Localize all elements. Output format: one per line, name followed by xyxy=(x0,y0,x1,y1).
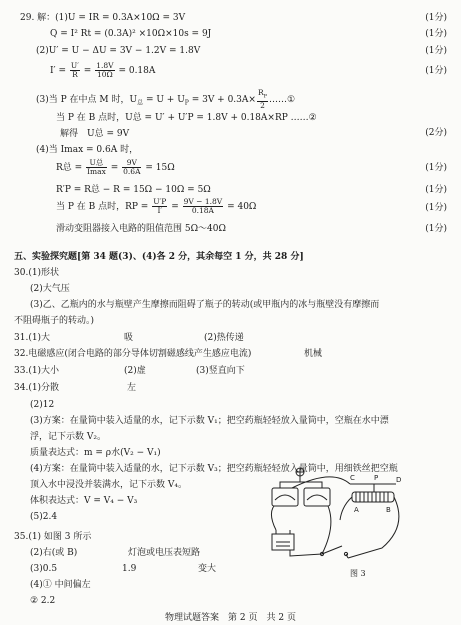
score-mark: (1分) xyxy=(425,13,447,23)
q29-line4-lhs: I′ = xyxy=(50,66,67,76)
q34-line2: (2)12 xyxy=(30,400,55,410)
rheostat-coil xyxy=(356,492,388,502)
q29-line3: (2)U′ = U − ΔU = 3V − 1.2V = 1.8V xyxy=(36,46,201,56)
wire xyxy=(322,506,331,554)
meter-dial xyxy=(307,495,327,500)
battery-terminals xyxy=(276,530,290,534)
q29-line1: 29. 解：(1)U = IR = 0.3A×10Ω = 3V xyxy=(20,13,186,23)
text: = 3V + 0.3A× xyxy=(188,94,256,105)
q32-answer1: 32.电磁感应(闭合电路的部分导体切割磁感线产生感应电流) xyxy=(14,349,252,359)
q30-line3: (3)乙、乙瓶内的水与瓶壁产生摩擦而阻碍了瓶子的转动(或甲瓶内的冰与瓶壁没有摩擦而 xyxy=(30,300,380,310)
score-mark: (1分) xyxy=(425,46,447,56)
q29-line12: 滑动变阻器接入电路的阻值范围 5Ω～40Ω xyxy=(56,224,226,234)
q29-line7: 解得 U总 = 9V xyxy=(60,129,130,139)
q35-line5: ② 2.2 xyxy=(30,596,56,606)
fraction xyxy=(95,62,114,79)
subscript: 总 xyxy=(137,99,144,107)
score-mark: (1分) xyxy=(425,163,447,173)
q34-line1a: 34.(1)分散 xyxy=(14,383,60,393)
numerator: U′P xyxy=(153,197,167,206)
figure-caption: 图 3 xyxy=(350,569,366,578)
meter-dial xyxy=(275,495,295,500)
denominator: Imax xyxy=(87,167,106,176)
text: = U + U xyxy=(143,94,185,105)
wire xyxy=(271,506,276,530)
q31-part1: 31.(1)大 xyxy=(14,333,51,343)
q33-part3: (3)竖直向下 xyxy=(196,366,245,376)
q35-line2b: 灯泡或电压表短路 xyxy=(128,548,201,558)
text: R总 = xyxy=(56,163,83,173)
result: = 0.18A xyxy=(118,66,156,76)
q34-line9: (5)2.4 xyxy=(30,512,58,522)
numerator xyxy=(257,89,268,102)
denominator: 0.18A xyxy=(191,206,214,215)
q33-part1: 33.(1)大小 xyxy=(14,366,60,376)
q34-line3: (3)方案：在量筒中装入适量的水，记下示数 V₁；把空药瓶轻轻放入量筒中，空瓶在水中漂 xyxy=(30,416,389,426)
fraction xyxy=(70,62,80,79)
q34-line1b: 左 xyxy=(127,383,137,393)
section-heading: 五、实验探究题[第 34 题(3)、(4)各 2 分，其余每空 1 分，共 28 分] xyxy=(14,252,304,262)
q30-line2: (2)大气压 xyxy=(30,284,70,294)
subscript: P xyxy=(263,93,267,100)
denominator: 0.6A xyxy=(123,167,141,176)
equals: = xyxy=(83,66,92,76)
q34-line6: (4)方案：在量筒中装入适量的水，记下示数 V₃；把空药瓶轻轻放入量筒中，用细铁丝把空瓶 xyxy=(30,464,398,474)
numerator: 9V − 1.8V xyxy=(183,197,223,206)
equals: = xyxy=(171,202,179,212)
result: = 15Ω xyxy=(145,163,175,173)
label-a: A xyxy=(354,506,359,514)
fraction xyxy=(86,159,107,176)
score-mark: (1分) xyxy=(425,29,447,39)
score-mark: (1分) xyxy=(425,224,447,234)
text: ……① xyxy=(268,94,296,105)
q34-line4: 浮，记下示数 V₂。 xyxy=(30,432,106,442)
q34-line7: 顶入水中浸没并装满水，记下示数 V₄。 xyxy=(30,480,187,490)
denominator: I′ xyxy=(157,206,163,215)
page-footer: 物理试题答案 第 2 页 共 2 页 xyxy=(165,613,296,623)
q34-line5: 质量表达式：m = ρ水(V₂ − V₁) xyxy=(30,448,161,458)
q32-answer2: 机械 xyxy=(304,349,323,359)
q29-line10: R′P = R总 − R = 15Ω − 10Ω = 5Ω xyxy=(56,185,211,195)
label-p: P xyxy=(374,474,379,482)
score-mark: (2分) xyxy=(425,128,447,138)
denominator: 2 xyxy=(260,100,265,110)
score-mark: (1分) xyxy=(425,66,447,76)
q29-line4 xyxy=(50,62,155,80)
q29-line8: (4)当 Imax = 0.6A 时， xyxy=(36,145,139,155)
battery-stripes xyxy=(276,542,290,546)
q29-line2: Q = I² Rt = (0.3A)² ×10Ω×10s = 9J xyxy=(50,29,212,39)
equals: = xyxy=(110,163,119,173)
fraction xyxy=(152,198,167,215)
q34-line8: 体积表达式：V = V₄ − V₃ xyxy=(30,496,138,506)
text: 当 P 在 B 点时，RP = xyxy=(56,202,149,212)
fraction xyxy=(183,198,224,215)
q30-line1: 30.(1)形状 xyxy=(14,268,60,278)
numerator: U′ xyxy=(70,61,79,70)
circuit-figure xyxy=(262,466,412,582)
text: (3)当 P 在中点 M 时，U xyxy=(36,94,138,105)
q29-line6: 当 P 在 B 点时，U总 = U′ + U′P = 1.8V + 0.18A×RP ……② xyxy=(56,113,317,123)
label-d: D xyxy=(396,476,402,484)
fraction xyxy=(257,89,268,110)
denominator: R xyxy=(72,70,78,79)
numerator: U总 xyxy=(86,159,107,168)
numerator: 9V xyxy=(122,159,141,168)
text: R xyxy=(257,88,264,97)
q31-part2: 吸 xyxy=(124,333,134,343)
denominator: 10Ω xyxy=(97,70,113,79)
label-c: C xyxy=(350,474,355,482)
q29-line9 xyxy=(56,159,175,177)
q35-line3a: (3)0.5 xyxy=(30,564,58,574)
q35-line1: 35.(1) 如图 3 所示 xyxy=(14,532,92,542)
wire xyxy=(290,550,322,556)
numerator: 1.8V xyxy=(96,61,114,70)
wire xyxy=(340,497,352,520)
wire xyxy=(280,476,300,488)
q29-line11 xyxy=(56,198,256,216)
voltmeter-icon xyxy=(304,488,330,506)
result: = 40Ω xyxy=(227,202,257,212)
q35-line4: (4)① 中间偏左 xyxy=(30,580,91,590)
q29-line5 xyxy=(36,89,295,113)
q35-line3b: 1.9 xyxy=(122,564,137,574)
subscript: P xyxy=(184,99,189,107)
fraction xyxy=(122,159,141,176)
q35-line2a: (2)右(或 B) xyxy=(30,548,78,558)
score-mark: (1分) xyxy=(425,185,447,195)
q31-part3: (2)热传递 xyxy=(204,333,244,343)
q33-part2: (2)虚 xyxy=(124,366,146,376)
label-b: B xyxy=(386,506,391,514)
ammeter-icon xyxy=(272,488,298,506)
q35-line3c: 变大 xyxy=(198,564,217,574)
q30-line4: 不阻碍瓶子的转动。) xyxy=(14,316,95,326)
score-mark: (1分) xyxy=(425,203,447,213)
